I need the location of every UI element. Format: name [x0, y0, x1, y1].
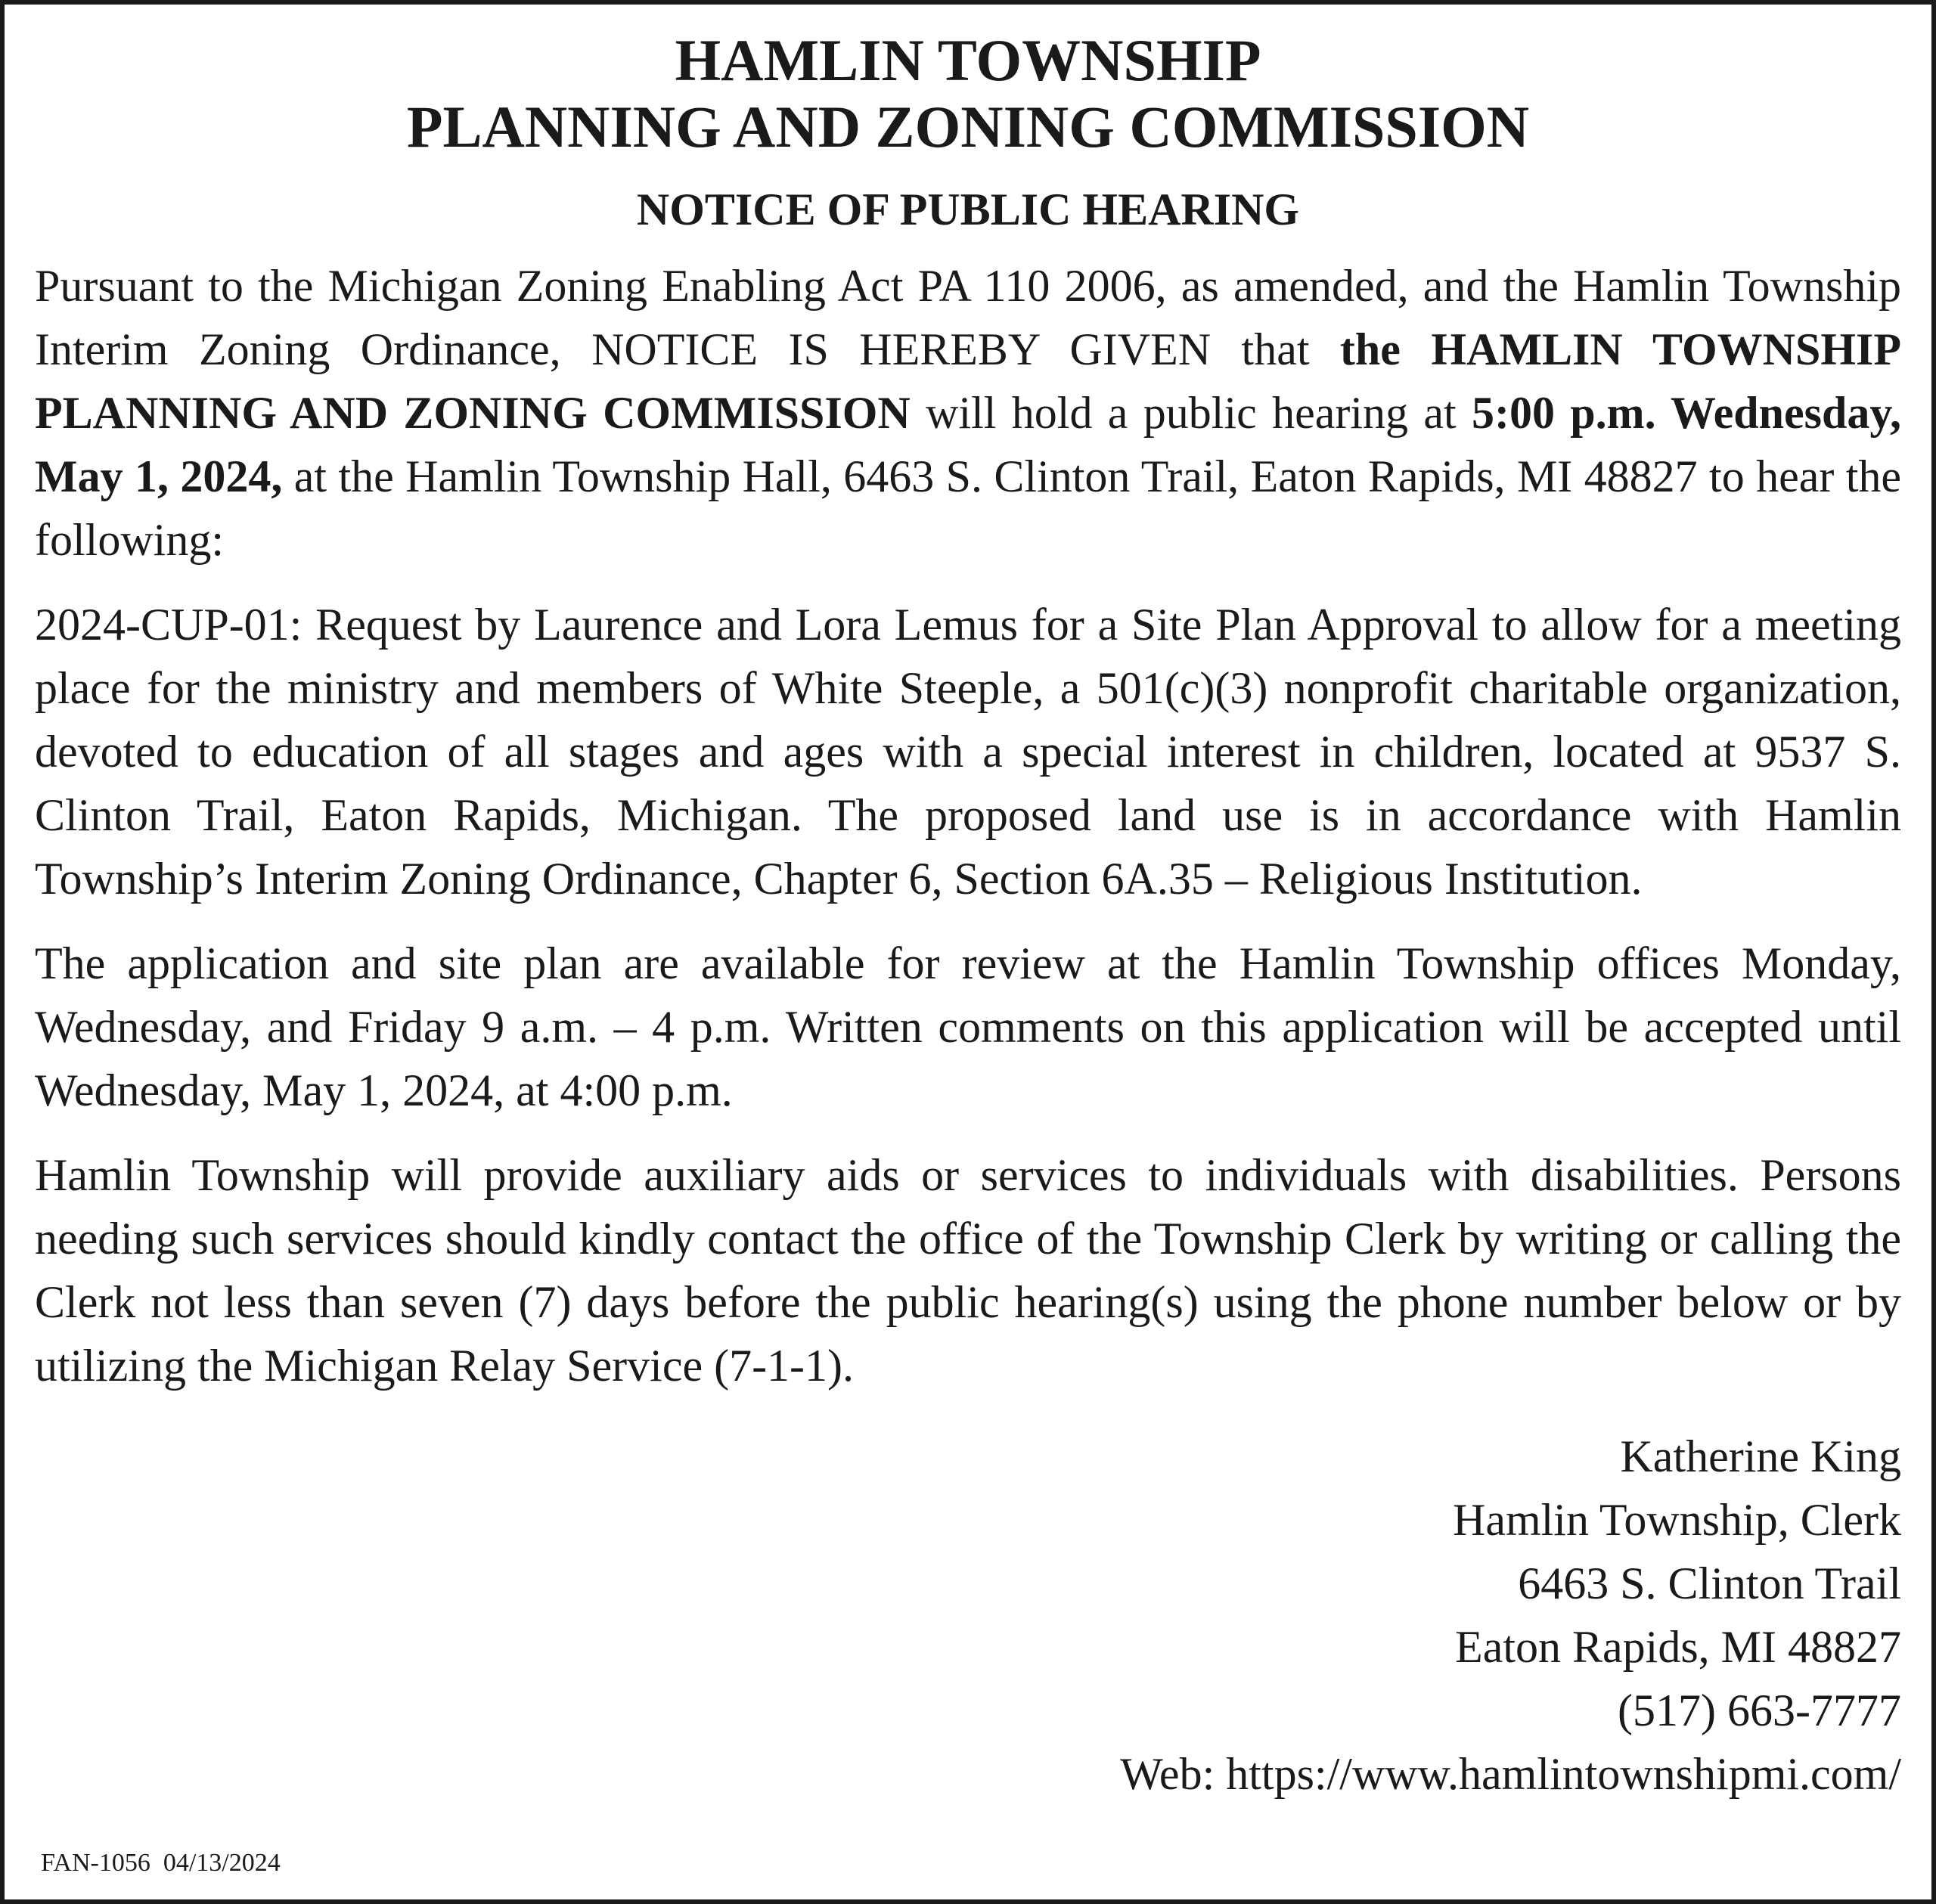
review-availability-paragraph: The application and site plan are available for review at the Hamlin Township offices Monday, Wednesday, and Friday 9 a.m. – 4 p.m. Written comments on this application will be accepted until Wednesday, May 1, 2024, at 4:00 p.m. — [35, 938, 1901, 1115]
title-line-1: HAMLIN TOWNSHIP — [675, 27, 1261, 93]
publication-code: FAN-1056 04/13/2024 — [41, 1849, 281, 1877]
title-line-2: PLANNING AND ZONING COMMISSION — [406, 94, 1530, 160]
paragraph1-text-1: Pursuant to the Michigan Zoning Enabling Act PA 110 2006, as amended, and the Hamlin Township Interim Zoning Ordinance, NOTICE IS HEREBY GIVEN that — [35, 261, 1901, 374]
commission-name-bold: the HAMLIN TOWNSHIP PLANNING AND ZONING COMMISSION — [35, 324, 1901, 438]
signature-address-line-2: Eaton Rapids, MI 48827 — [1455, 1622, 1901, 1672]
notice-subtitle: NOTICE OF PUBLIC HEARING — [636, 185, 1300, 234]
hearing-datetime-bold: 5:00 p.m. Wednesday, May 1, 2024, — [35, 388, 1902, 501]
notice-title — [35, 27, 1901, 160]
signature-title: Hamlin Township, Clerk — [1453, 1495, 1901, 1545]
paragraph1-text-2: will hold a public hearing at — [910, 388, 1472, 438]
hearing-announcement-paragraph — [35, 254, 1901, 572]
signature-web: Web: https://www.hamlintownshipmi.com/ — [1120, 1749, 1901, 1799]
signature-phone: (517) 663-7777 — [1618, 1685, 1901, 1735]
case-description-paragraph: 2024-CUP-01: Request by Laurence and Lora Lemus for a Site Plan Approval to allow for a meeting place for the ministry and members of White Steeple, a 501(c)(3) nonprofit charitable organization, devoted to education of all stages and ages with a special interest in children, located at 9537 S. Clinton Trail, Eaton Rapids, Michigan. The proposed land use is in accordance with Hamlin Township’s Interim Zoning Ordinance, Chapter 6, Section 6A.35 – Religious Institution. — [35, 600, 1901, 904]
signature-block — [35, 1425, 1901, 1806]
accessibility-paragraph: Hamlin Township will provide auxiliary aids or services to individuals with disabilities. Persons needing such services should kindly contact the office of the Township Clerk by writing or calling the Clerk not less than seven (7) days before the public hearing(s) using the phone number below or by utilizing the Michigan Relay Service (7-1-1). — [35, 1150, 1901, 1391]
signature-name: Katherine King — [1620, 1431, 1901, 1481]
paragraph1-text-3: at the Hamlin Township Hall, 6463 S. Clinton Trail, Eaton Rapids, MI 48827 to hear the following: — [35, 451, 1901, 565]
signature-address-line-1: 6463 S. Clinton Trail — [1518, 1558, 1901, 1608]
